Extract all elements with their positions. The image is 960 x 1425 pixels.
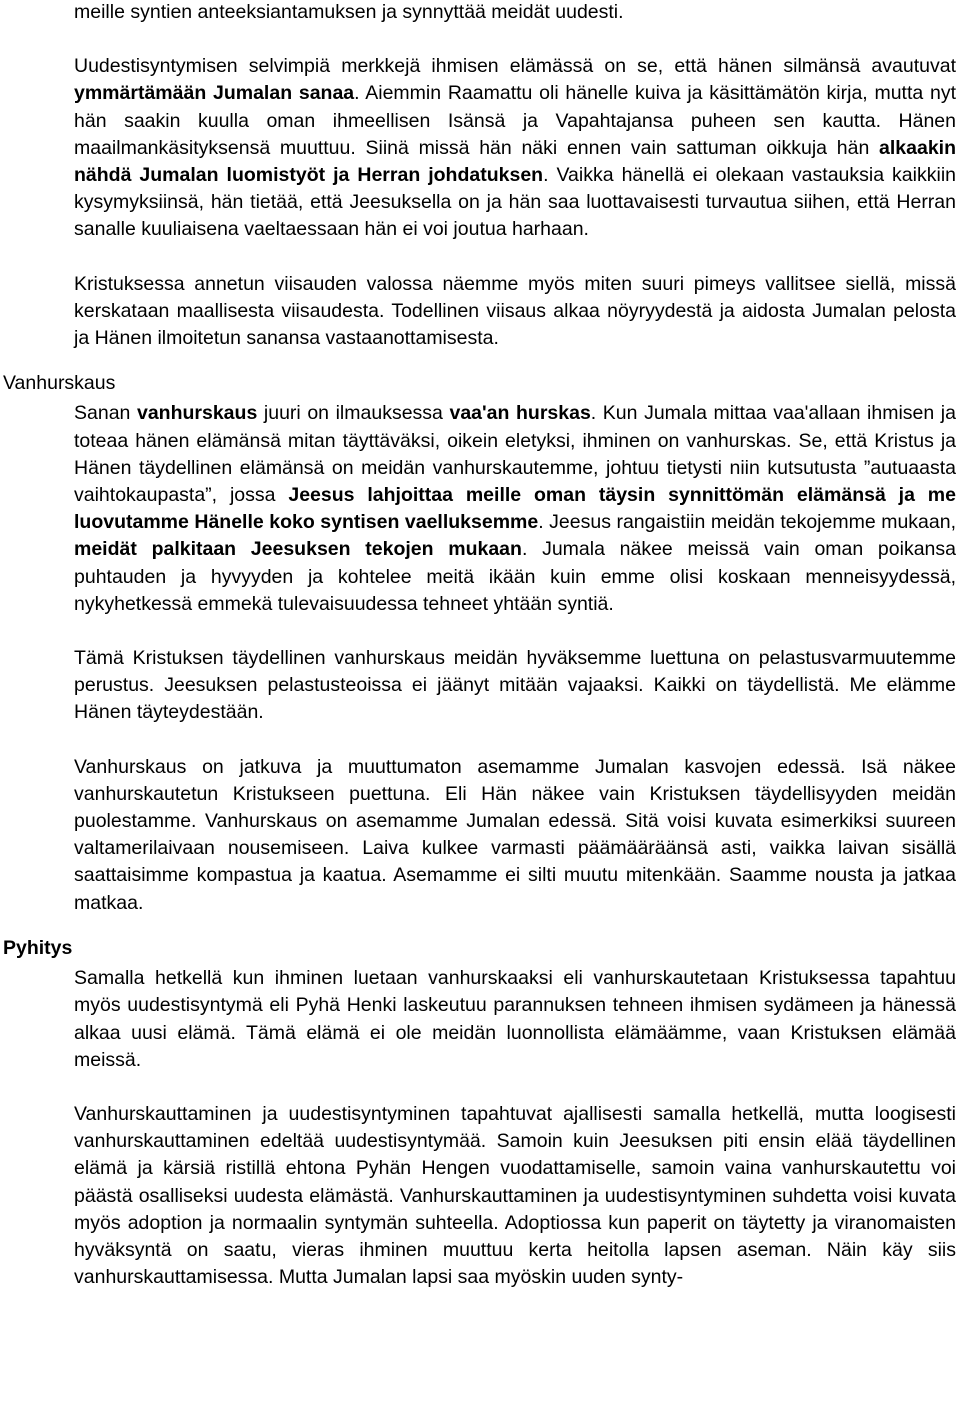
paragraph-position <box>74 754 956 917</box>
paragraph-justification-rebirth <box>74 1101 956 1291</box>
text-run: Uudestisyntymisen selvimpiä merkkejä ihmisen elämässä on se, että hänen silmänsä avautuvat <box>74 55 956 78</box>
paragraph-gap <box>0 727 960 754</box>
paragraph-wisdom <box>74 271 956 353</box>
paragraph-gap <box>0 618 960 645</box>
section-heading-vanhurskaus: Vanhurskaus <box>3 372 116 395</box>
text-run: Samalla hetkellä kun ihminen luetaan vanhurskaaksi eli vanhurskautetaan Kristuksessa tapahtuu myös uudestisyntymä eli Pyhä Henki laskeutuu parannuksen tehneen ihmisen sydämeen ja hänessä alkaa uusi elämä. Tämä elämä ei ole meidän luonnollista elämäämme, vaan Kristuksen elämää meissä. <box>74 967 956 1071</box>
text-run: . Jumala näkee meissä vain oman poikansa puhtauden ja hyvyyden ja kohtelee meitä ikään kuin emme olisi koskaan menneisyydessä, nykyhetkessä emmekä tulevaisuudessa tehneet yhtään syntiä. <box>74 538 956 615</box>
paragraph-intro <box>74 0 956 26</box>
bold-run: vaa'an hurskas <box>449 402 591 425</box>
paragraph-sanctification <box>74 965 956 1074</box>
paragraph-righteousness-meaning <box>74 400 956 618</box>
paragraph-gap <box>0 244 960 271</box>
bold-run: meidät palkitaan Jeesuksen tekojen mukaan <box>74 538 522 561</box>
text-run: Vanhurskaus on jatkuva ja muuttumaton asemamme Jumalan kasvojen edessä. Isä näkee vanhurskautetun Kristukseen puettuna. Eli Hän näkee vain Kristuksen täydellisyyden meidän puolestamme. Vanhurskaus on asemamme Jumalan edessä. Sitä voisi kuvata esimerkiksi suureen valtamerilaivaan nousemiseen. Laiva kulkee varmasti päämääräänsä asti, vaikka laivan sisällä saattaisimme kompastua ja kaatua. Asemamme ei silti muutu mitenkään. Saamme nousta ja jatkaa matkaa. <box>74 755 956 914</box>
text-run: Sanan <box>74 402 137 425</box>
paragraph-gap <box>0 352 960 370</box>
text-run: Tämä Kristuksen täydellinen vanhurskaus meidän hyväksemme luettuna on pelastusvarmuutemme perustus. Jeesuksen pelastusteoissa ei jäänyt mitään vajaaksi. Kaikki on täydellistä. Me elämme Hänen täyteydestään. <box>74 647 956 724</box>
text-run: Kristuksessa annetun viisauden valossa näemme myös miten suuri pimeys vallitsee siellä, missä kerskataan maallisesta viisaudesta. Todellinen viisaus alkaa nöyryydestä ja aidosta Jumalan pelosta ja Hänen ilmoitetun sanansa vastaanottamisesta. <box>74 272 956 350</box>
bold-run: vanhurskaus <box>136 402 258 425</box>
section-heading-pyhitys: Pyhitys <box>3 936 73 959</box>
text-run: . Jeesus rangaistiin meidän tekojemme mukaan, <box>538 511 956 534</box>
paragraph-gap <box>0 1074 960 1101</box>
bold-run: Jeesus lahjoittaa meille oman täysin synnittömän elämänsä ja me luovutamme Hänelle koko syntisen vaelluksemme <box>74 484 956 534</box>
text-run: juuri on ilmauksessa <box>257 402 450 425</box>
text-run: Vanhurskauttaminen ja uudestisyntyminen tapahtuvat ajallisesti samalla hetkellä, mutta loogisesti vanhurskauttaminen edeltää uudestisyntymää. Samoin kuin Jeesuksen piti ensin elää täydellinen elämä ja kärsiä ristillä ehtona Pyhän Hengen vuodattamiselle, samoin vaina vanhurskautettu voi päästä osalliseksi uudesta elämästä. Vanhurskauttaminen ja uudestisyntyminen suhdetta voisi kuvata myös adoption ja normaalin syntymän suhteella. Adoptiossa kun paperit on täytetty ja viranomaisten hyväksyntä on saatu, vieras ihminen muuttuu kerta heitolla lapsen aseman. Näin käy siis vanhurskauttamisessa. Mutta Jumalan lapsi saa myöskin uuden synty- <box>74 1102 956 1289</box>
text-run: meille syntien anteeksiantamuksen ja synnyttää meidät uudesti. <box>74 1 624 23</box>
text-run: . Vaikka hänellä ei olekaan vastauksia kaikkiin kysymyksiinsä, hän tietää, että Jeesuksella on ja hän saa luottavaisesti turvautua siihen, että Herran sanalle kuuliaisena vaeltaessaan hän ei voi joutua harhaan. <box>74 164 956 241</box>
paragraph-gap <box>0 26 960 53</box>
bold-run: alkaakin nähdä Jumalan luomistyöt ja Herran johdatuksen <box>74 136 956 187</box>
paragraph-gap <box>0 917 960 935</box>
paragraph-assurance <box>74 645 956 727</box>
bold-run: ymmärtämään Jumalan sanaa <box>74 82 355 105</box>
paragraph-rebirth-signs <box>74 53 956 243</box>
text-run: . Kun Jumala mittaa vaa'allaan ihmisen ja toteaa hänen elämänsä mitan täyttäväksi, oikein eletyksi, ihminen on vanhurskas. Se, että Kristus ja Hänen täydellinen elämänsä on meidän vanhurskautemme, johtuu tietysti niin kutsutusta ”autuaasta vaihtokaupasta”, jossa <box>74 402 956 507</box>
text-run: . Aiemmin Raamattu oli hänelle kuiva ja käsittämätön kirja, mutta nyt hän saakin kuulla oman ihmeellisen Isänsä ja Vapahtajansa puheen sen kautta. Hänen maailmankäsityksensä muuttuu. Siinä missä hän näki ennen vain sattuman oikkuja hän <box>74 82 957 159</box>
